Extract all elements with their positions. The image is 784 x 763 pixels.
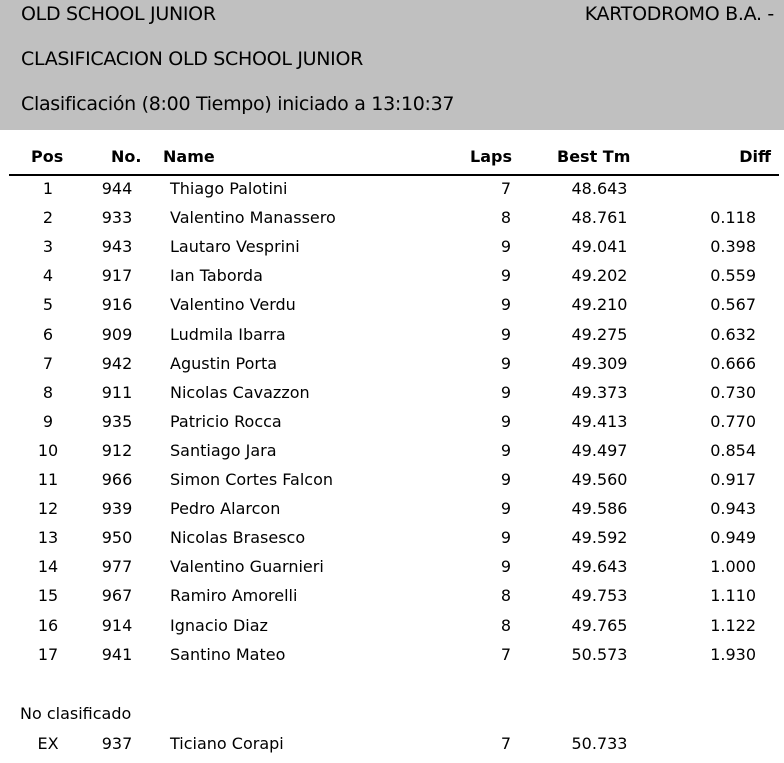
table-row: [0, 383, 784, 412]
laps-cell: 7: [500, 734, 512, 753]
position-cell: 5: [42, 295, 54, 315]
driver-name-cell: Ticiano Corapi: [170, 734, 284, 753]
kart-number-cell: 966: [101, 470, 133, 489]
driver-name-cell: Simon Cortes Falcon: [170, 470, 333, 489]
kart-number-cell: 914: [101, 615, 133, 635]
position-cell: 13: [37, 528, 59, 548]
report-title: CLASIFICACION OLD SCHOOL JUNIOR: [21, 48, 364, 70]
position-cell: 14: [37, 557, 59, 577]
driver-name-cell: Nicolas Brasesco: [170, 528, 306, 548]
diff-cell: 1.000: [710, 557, 756, 577]
laps-cell: 9: [500, 324, 512, 344]
kart-number-cell: 909: [101, 324, 133, 344]
laps-cell: 9: [500, 528, 512, 548]
best-time-cell: 50.733: [571, 734, 628, 753]
diff-cell: 0.770: [710, 411, 756, 431]
best-time-cell: 49.592: [571, 528, 628, 548]
position-cell: 16: [37, 615, 59, 635]
kart-number-cell: 933: [101, 208, 133, 228]
venue-name: KARTODROMO B.A. -: [584, 3, 774, 25]
driver-name-cell: Lautaro Vesprini: [170, 237, 300, 257]
table-row: [0, 499, 784, 528]
driver-name-cell: Pedro Alarcon: [170, 499, 281, 519]
diff-cell: 0.730: [710, 382, 756, 402]
best-time-cell: 50.573: [571, 644, 628, 664]
driver-name-cell: Nicolas Cavazzon: [170, 382, 310, 402]
diff-cell: 0.943: [710, 499, 756, 519]
kart-number-cell: 944: [101, 179, 133, 198]
position-cell: 6: [42, 324, 54, 344]
kart-number-cell: 917: [101, 266, 133, 286]
table-row: [0, 557, 784, 586]
table-row: [0, 295, 784, 324]
table-row: [0, 237, 784, 266]
best-time-cell: 49.753: [571, 586, 628, 606]
kart-number-cell: 939: [101, 499, 133, 519]
position-cell: 9: [42, 411, 54, 431]
position-cell: 3: [42, 237, 54, 257]
laps-cell: 7: [500, 644, 512, 664]
position-cell: 7: [42, 353, 54, 373]
best-time-cell: 49.413: [571, 411, 628, 431]
header-divider: [9, 174, 779, 176]
table-row: [0, 441, 784, 470]
diff-cell: 0.917: [710, 470, 756, 489]
diff-cell: 0.559: [710, 266, 756, 286]
best-time-cell: 49.309: [571, 353, 628, 373]
kart-number-cell: 912: [101, 440, 133, 460]
driver-name-cell: Patricio Rocca: [170, 411, 282, 431]
laps-cell: 9: [500, 470, 512, 489]
position-cell: 12: [37, 499, 59, 519]
best-time-cell: 49.560: [571, 470, 628, 489]
kart-number-cell: 935: [101, 411, 133, 431]
table-row: [0, 179, 784, 208]
event-name: OLD SCHOOL JUNIOR: [21, 3, 216, 25]
table-row: [0, 325, 784, 354]
table-row: [0, 734, 784, 763]
driver-name-cell: Thiago Palotini: [170, 179, 288, 198]
report-header: [0, 0, 784, 130]
kart-number-cell: 937: [101, 734, 133, 753]
driver-name-cell: Ignacio Diaz: [170, 615, 268, 635]
kart-number-cell: 967: [101, 586, 133, 606]
laps-cell: 9: [500, 440, 512, 460]
table-row: [0, 266, 784, 295]
best-time-cell: 49.373: [571, 382, 628, 402]
position-cell: 15: [37, 586, 59, 606]
best-time-cell: 49.210: [571, 295, 628, 315]
driver-name-cell: Valentino Verdu: [170, 295, 296, 315]
best-time-cell: 49.643: [571, 557, 628, 577]
kart-number-cell: 977: [101, 557, 133, 577]
diff-cell: 0.118: [710, 208, 756, 228]
position-cell: 4: [42, 266, 54, 286]
kart-number-cell: 943: [101, 237, 133, 257]
diff-cell: 1.110: [710, 586, 756, 606]
best-time-cell: 49.275: [571, 324, 628, 344]
column-header-diff: Diff: [739, 147, 771, 166]
table-row: [0, 208, 784, 237]
best-time-cell: 49.765: [571, 615, 628, 635]
column-header-name: Name: [163, 147, 215, 166]
diff-cell: 0.567: [710, 295, 756, 315]
diff-cell: 0.949: [710, 528, 756, 548]
position-cell: EX: [37, 734, 59, 753]
table-row: [0, 412, 784, 441]
best-time-cell: 49.497: [571, 440, 628, 460]
position-cell: 11: [37, 470, 59, 489]
laps-cell: 9: [500, 237, 512, 257]
best-time-cell: 48.761: [571, 208, 628, 228]
position-cell: 8: [42, 382, 54, 402]
best-time-cell: 48.643: [571, 179, 628, 198]
session-info: Clasificación (8:00 Tiempo) iniciado a 13:10:37: [21, 93, 455, 115]
laps-cell: 9: [500, 411, 512, 431]
driver-name-cell: Valentino Manassero: [170, 208, 336, 228]
laps-cell: 9: [500, 382, 512, 402]
diff-cell: 1.930: [710, 644, 756, 664]
diff-cell: 0.666: [710, 353, 756, 373]
driver-name-cell: Ludmila Ibarra: [170, 324, 286, 344]
column-header-best-time: Best Tm: [557, 147, 631, 166]
kart-number-cell: 950: [101, 528, 133, 548]
position-cell: 1: [42, 179, 54, 198]
diff-cell: 0.632: [710, 324, 756, 344]
best-time-cell: 49.041: [571, 237, 628, 257]
driver-name-cell: Ramiro Amorelli: [170, 586, 298, 606]
best-time-cell: 49.586: [571, 499, 628, 519]
laps-cell: 8: [500, 208, 512, 228]
position-cell: 10: [37, 440, 59, 460]
not-classified-label: No clasificado: [20, 704, 132, 723]
laps-cell: 8: [500, 615, 512, 635]
kart-number-cell: 941: [101, 644, 133, 664]
diff-cell: 0.854: [710, 440, 756, 460]
column-header-pos: Pos: [31, 147, 64, 166]
position-cell: 2: [42, 208, 54, 228]
position-cell: 17: [37, 644, 59, 664]
table-row: [0, 470, 784, 499]
driver-name-cell: Valentino Guarnieri: [170, 557, 324, 577]
kart-number-cell: 916: [101, 295, 133, 315]
diff-cell: 1.122: [710, 615, 756, 635]
laps-cell: 9: [500, 295, 512, 315]
laps-cell: 9: [500, 266, 512, 286]
column-header-no: No.: [111, 147, 142, 166]
table-row: [0, 645, 784, 674]
best-time-cell: 49.202: [571, 266, 628, 286]
driver-name-cell: Santiago Jara: [170, 440, 277, 460]
table-row: [0, 616, 784, 645]
driver-name-cell: Ian Taborda: [170, 266, 263, 286]
diff-cell: 0.398: [710, 237, 756, 257]
table-row: [0, 354, 784, 383]
driver-name-cell: Agustin Porta: [170, 353, 278, 373]
table-row: [0, 586, 784, 615]
laps-cell: 9: [500, 499, 512, 519]
driver-name-cell: Santino Mateo: [170, 644, 286, 664]
laps-cell: 9: [500, 353, 512, 373]
column-header-laps: Laps: [470, 147, 512, 166]
laps-cell: 9: [500, 557, 512, 577]
kart-number-cell: 911: [101, 382, 133, 402]
table-row: [0, 528, 784, 557]
laps-cell: 8: [500, 586, 512, 606]
kart-number-cell: 942: [101, 353, 133, 373]
laps-cell: 7: [500, 179, 512, 198]
